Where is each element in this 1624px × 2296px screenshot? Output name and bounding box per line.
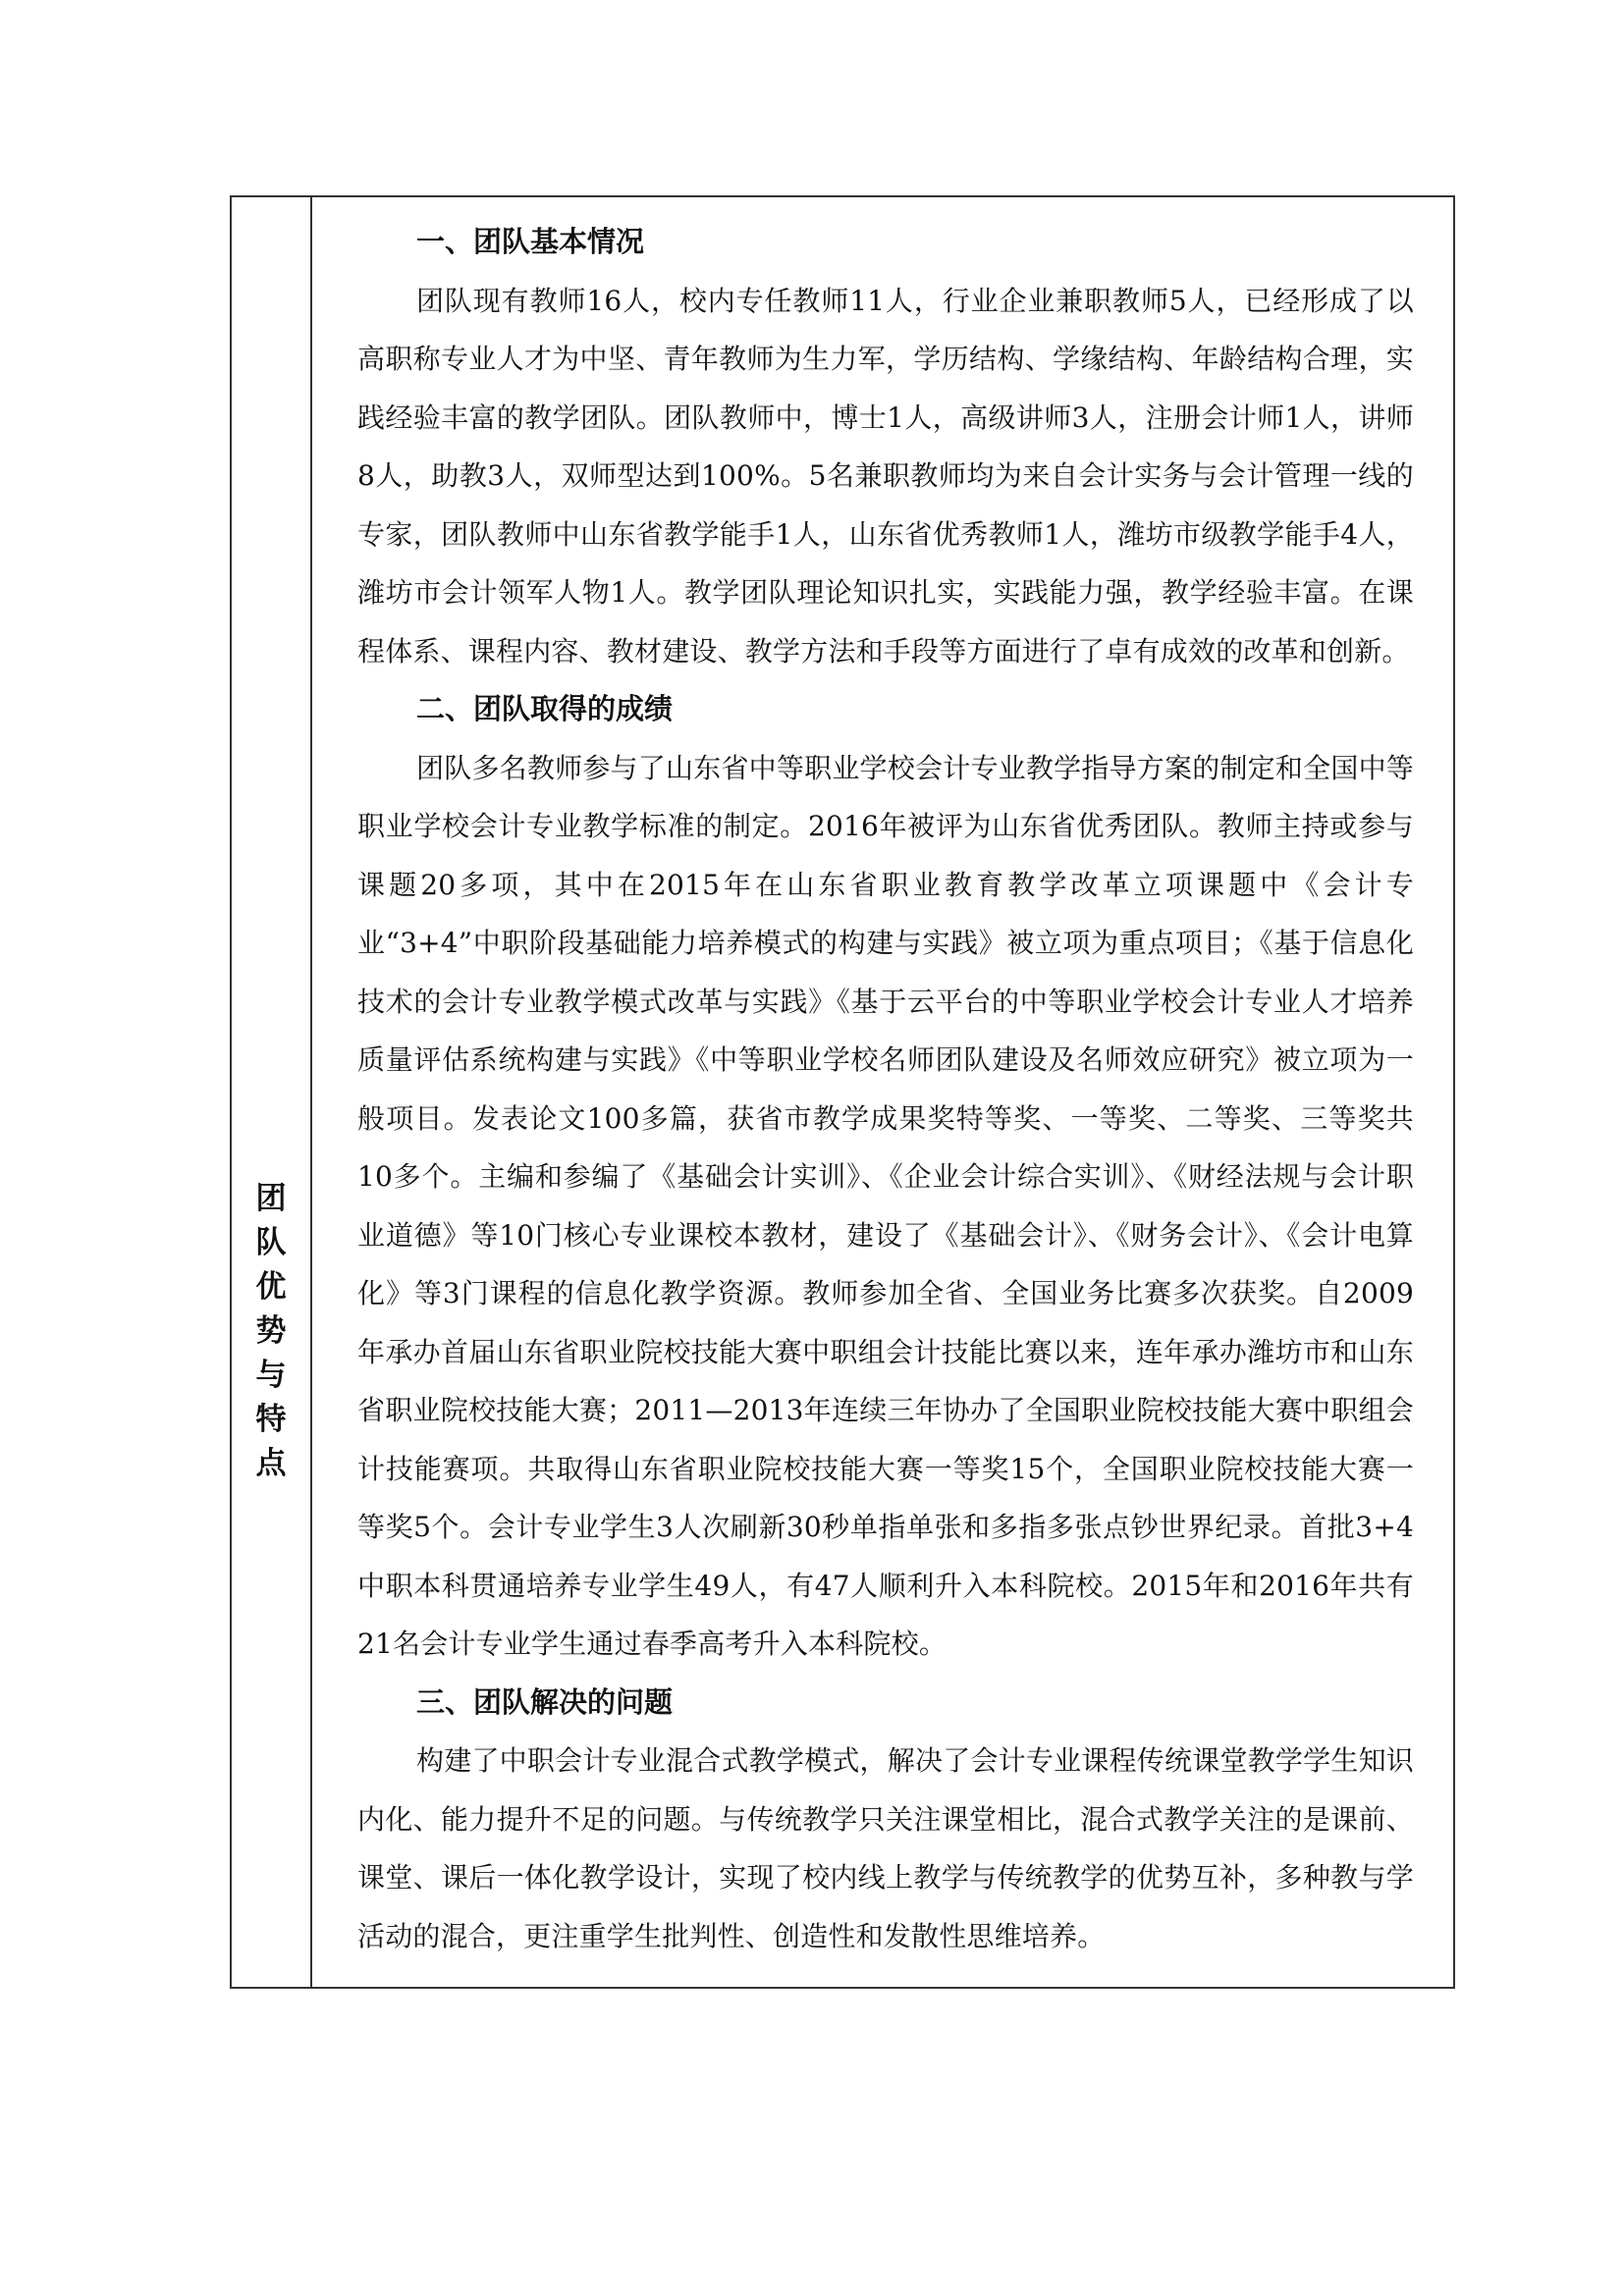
section-heading-problems: 三、团队解决的问题 — [416, 1684, 674, 1719]
row-label-char: 与 — [255, 1358, 287, 1393]
row-label-cell — [232, 197, 312, 1987]
row-label-char: 团 — [255, 1181, 287, 1216]
form-table — [230, 195, 1455, 1989]
section-heading-basic: 一、团队基本情况 — [416, 225, 645, 258]
content-body — [357, 213, 1414, 1965]
content-cell — [312, 197, 1453, 1987]
row-label-char: 点 — [255, 1446, 287, 1481]
section-paragraph-achievements: 团队多名教师参与了山东省中等职业学校会计专业教学指导方案的制定和全国中等职业学校会计专业教学标准的制定。2016年被评为山东省优秀团队。教师主持或参与课题20多项，其中在2015年在山东省职业教育教学改革立项课题中《会计专业“3+4”中职阶段基础能力培养模式的构建与实践》被立项为重点项目；《基于信息化技术的会计专业教学模式改革与实践》《基于云平台的中等职业学校会计专业人才培养质量评估系统构建与实践》《中等职业学校名师团队建设及名师效应研究》被立项为一般项目。发表论文100多篇，获省市教学成果奖特等奖、一等奖、二等奖、三等奖共10多个。主编和参编了《基础会计实训》、《企业会计综合实训》、《财经法规与会计职业道德》等10门核心专业课校本教材，建设了《基础会计》、《财务会计》、《会计电算化》等3门课程的信息化教学资源。教师参加全省、全国业务比赛多次获奖。自2009年承办首届山东省职业院校技能大赛中职组会计技能比赛以来，连年承办潍坊市和山东省职业院校技能大赛；2011—2013年连续三年协办了全国职业院校技能大赛中职组会计技能赛项。共取得山东省职业院校技能大赛一等奖15个，全国职业院校技能大赛一等奖5个。会计专业学生3人次刷新30秒单指单张和多指多张点钞世界纪录。首批3+4中职本科贯通培养专业学生49人，有47人顺利升入本科院校。2015年和2016年共有21名会计专业学生通过春季高考升入本科院校。 — [357, 751, 1414, 1660]
row-label-char: 势 — [255, 1313, 287, 1349]
row-label — [232, 1177, 310, 1486]
section-heading-achievements: 二、团队取得的成绩 — [416, 692, 674, 725]
section-paragraph-basic: 团队现有教师16人，校内专任教师11人，行业企业兼职教师5人，已经形成了以高职称专业人才为中坚、青年教师为生力军，学历结构、学缘结构、年龄结构合理，实践经验丰富的教学团队。团队教师中，博士1人，高级讲师3人，注册会计师1人，讲师8人，助教3人，双师型达到100%。5名兼职教师均为来自会计实务与会计管理一线的专家，团队教师中山东省教学能手1人，山东省优秀教师1人，潍坊市级教学能手4人，潍坊市会计领军人物1人。教学团队理论知识扎实，实践能力强，教学经验丰富。在课程体系、课程内容、教材建设、教学方法和手段等方面进行了卓有成效的改革和创新。 — [357, 284, 1414, 667]
row-label-char: 队 — [255, 1225, 287, 1260]
row-label-char: 特 — [255, 1402, 287, 1437]
section-paragraph-problems: 构建了中职会计专业混合式教学模式，解决了会计专业课程传统课堂教学学生知识内化、能力提升不足的问题。与传统教学只关注课堂相比，混合式教学关注的是课前、课堂、课后一体化教学设计，实现了校内线上教学与传统教学的优势互补，多种教与学活动的混合，更注重学生批判性、创造性和发散性思维培养。 — [357, 1744, 1414, 1952]
row-label-char: 优 — [255, 1269, 287, 1305]
